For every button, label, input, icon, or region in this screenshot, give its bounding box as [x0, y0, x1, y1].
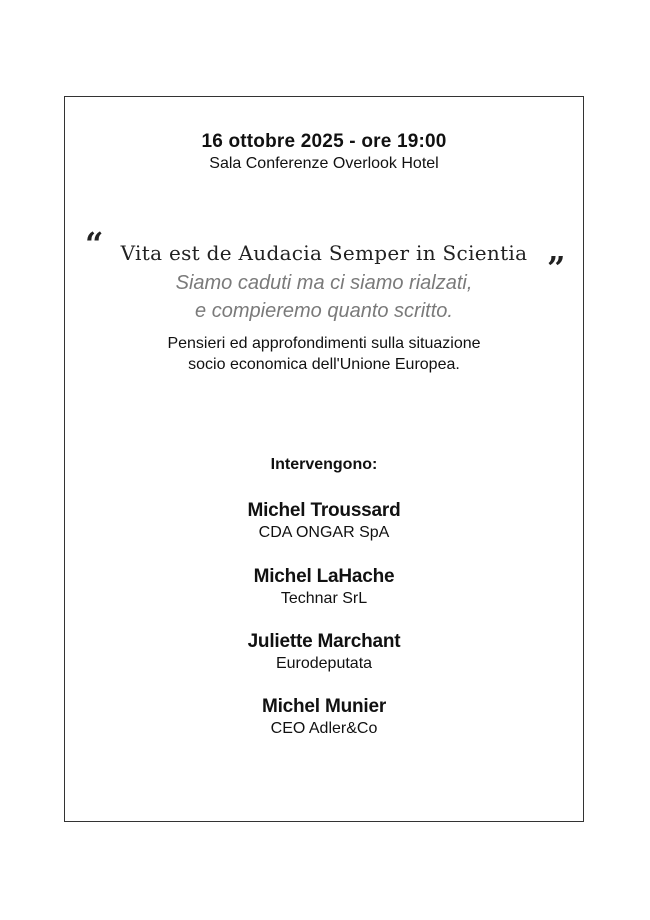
- italian-quote-line-2: e compieremo quanto scritto.: [195, 300, 453, 322]
- speaker-name: Juliette Marchant: [247, 631, 401, 652]
- speaker-entry: [65, 566, 583, 608]
- speaker-entry: [65, 500, 583, 542]
- close-quote-mark: ”: [547, 249, 566, 287]
- event-date-time: 16 ottobre 2025 - ore 19:00: [201, 131, 447, 152]
- description-line-1: Pensieri ed approfondimenti sulla situazione: [167, 335, 481, 352]
- speaker-name: Michel LaHache: [253, 566, 395, 587]
- speaker-role: Eurodeputata: [275, 655, 373, 672]
- italian-quote-line-1: Siamo caduti ma ci siamo rialzati,: [175, 272, 473, 294]
- invitation-card: [64, 96, 584, 822]
- speaker-name: Michel Munier: [261, 696, 387, 717]
- speaker-role: CEO Adler&Co: [270, 720, 378, 737]
- speaker-role: Technar SrL: [280, 590, 368, 607]
- speakers-heading: Intervengono:: [270, 456, 378, 473]
- open-quote-mark: “: [85, 225, 104, 263]
- speaker-name: Michel Troussard: [247, 500, 401, 521]
- latin-motto: Vita est de Audacia Semper in Scientia: [120, 241, 528, 265]
- description-line-2: socio economica dell'Unione Europea.: [188, 356, 460, 373]
- speaker-entry: [65, 631, 583, 673]
- speaker-entry: [65, 696, 583, 738]
- event-venue: Sala Conferenze Overlook Hotel: [209, 155, 439, 172]
- speaker-role: CDA ONGAR SpA: [258, 524, 390, 541]
